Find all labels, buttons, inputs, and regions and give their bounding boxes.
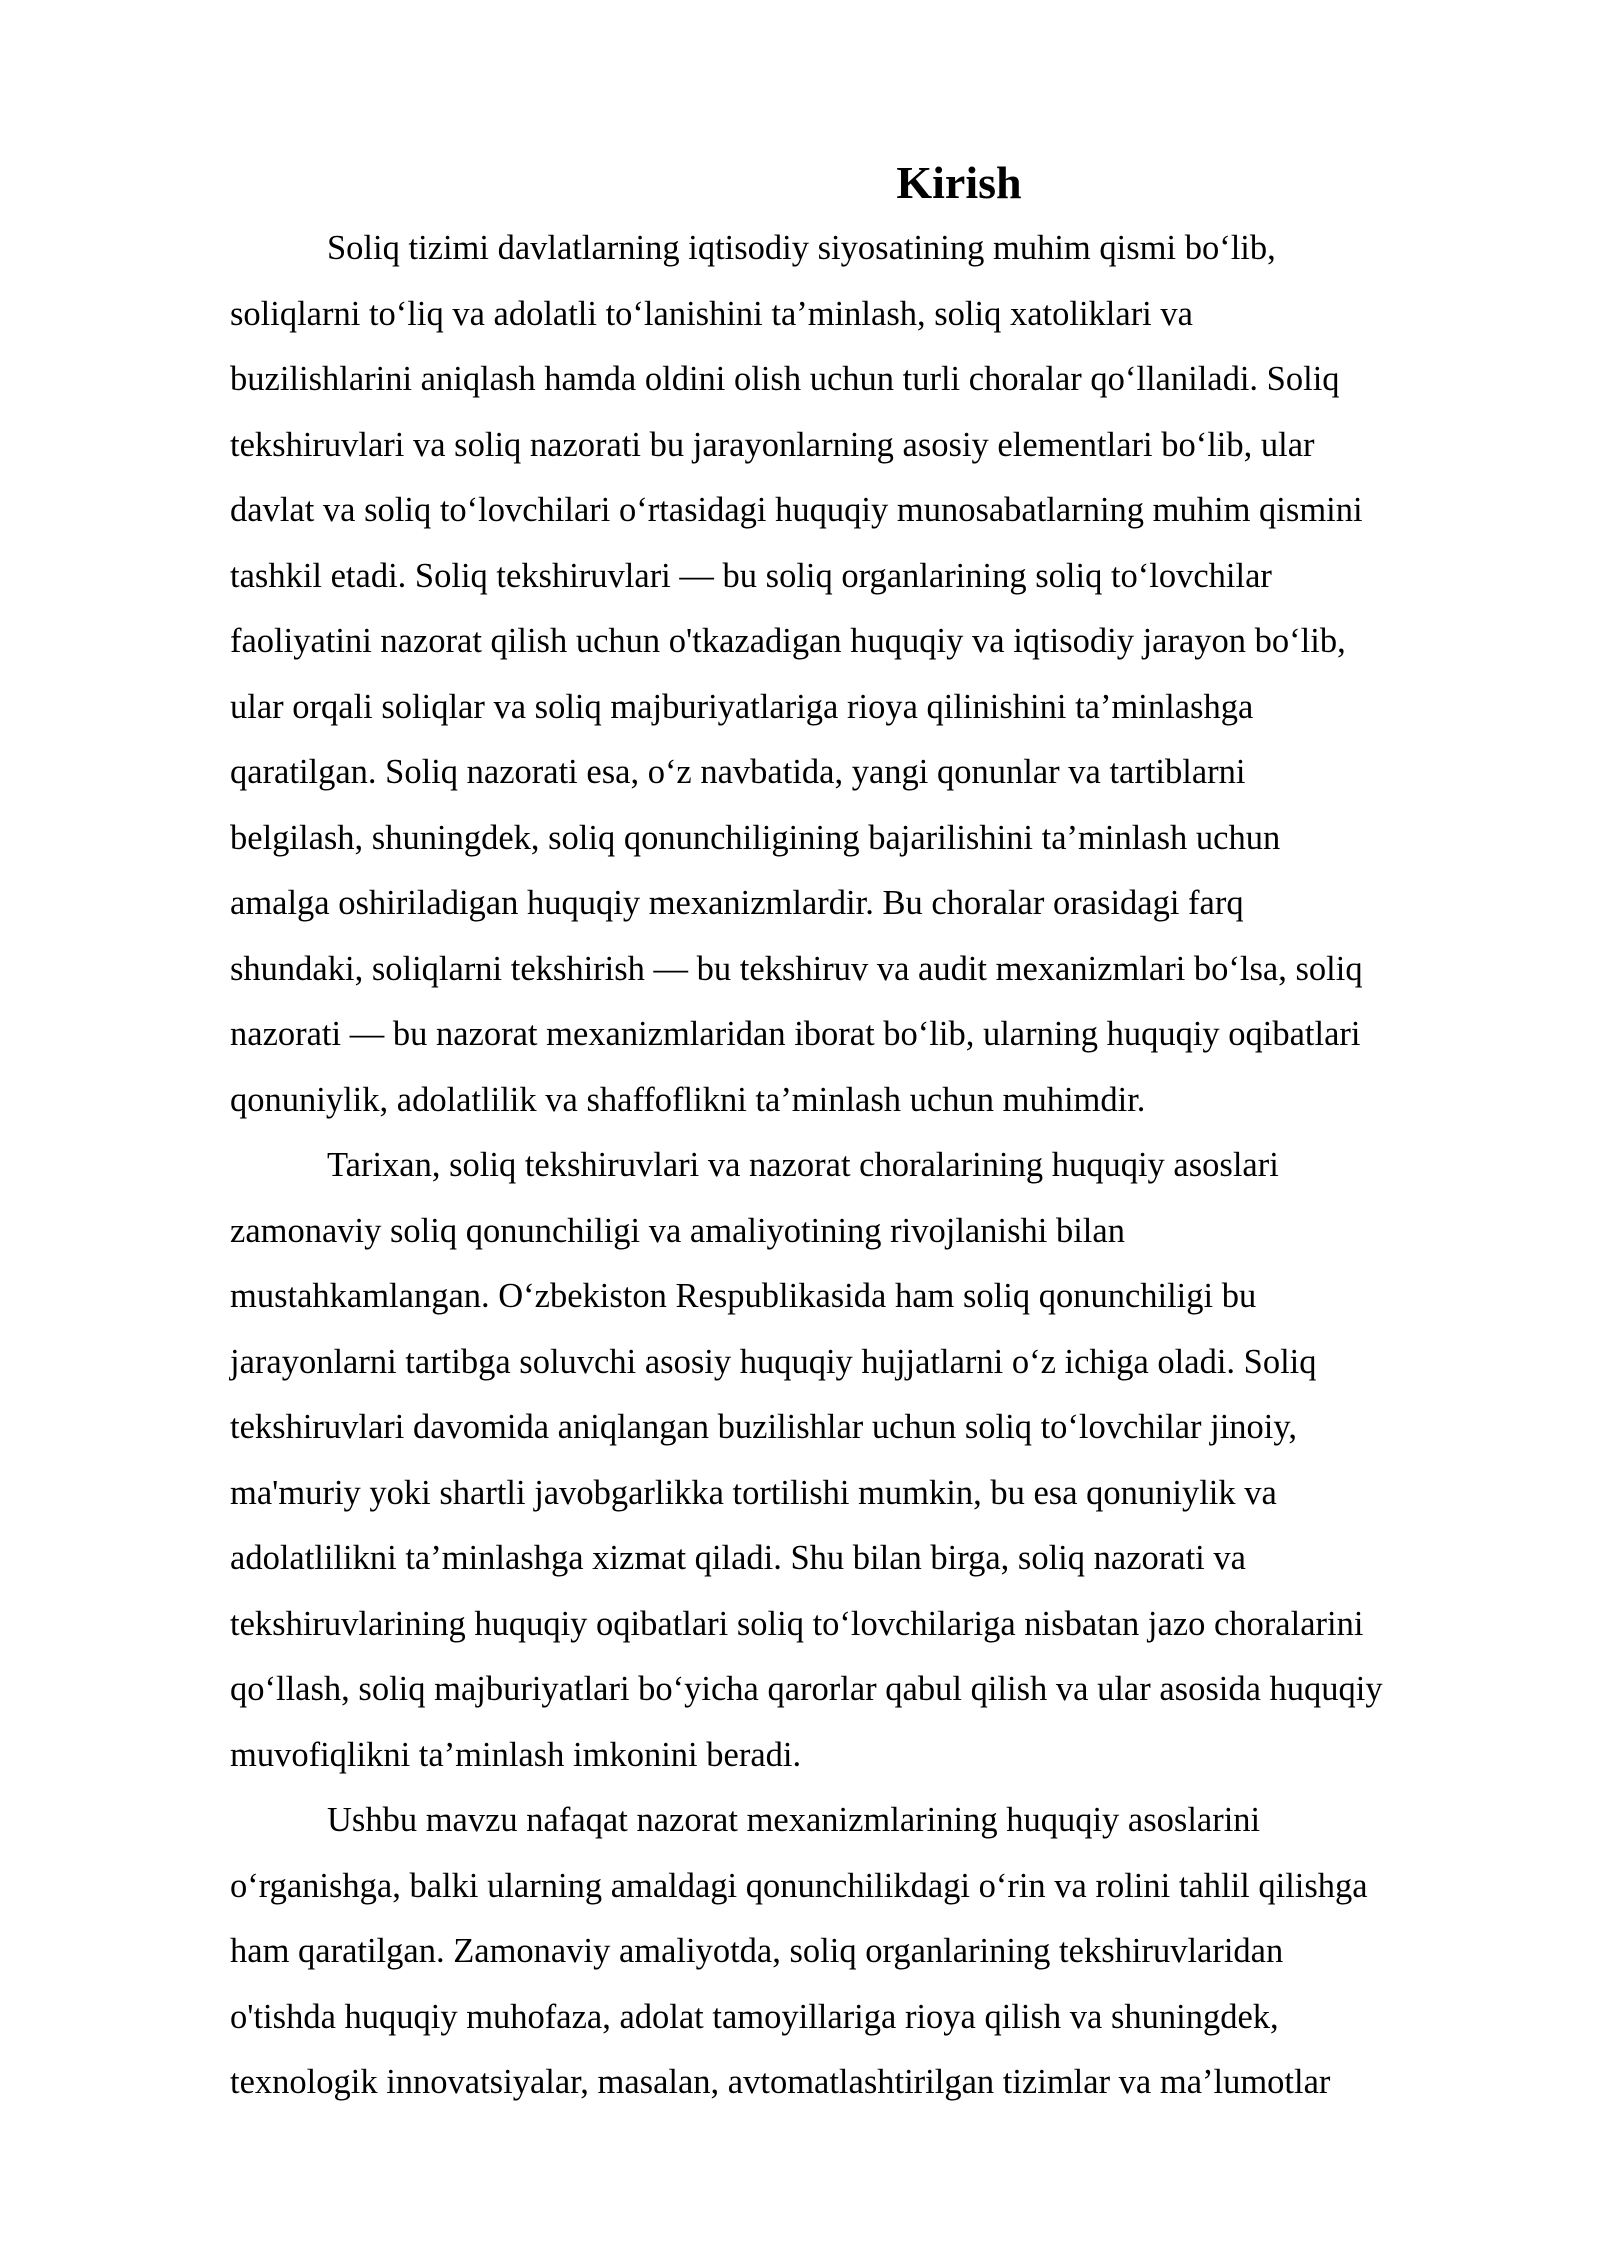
document-body [230, 150, 1498, 2116]
paragraph-3 [230, 1788, 1498, 2116]
text-line: ma'muriy yoki shartli javobgarlikka tortilishi mumkin, bu esa qonuniylik va [230, 1473, 1277, 1512]
text-line: mustahkamlangan. O‘zbekiston Respublikasida ham soliq qonunchiligi bu [230, 1277, 1257, 1315]
text-line: tekshiruvlari va soliq nazorati bu jarayonlarning asosiy elementlari bo‘lib, ular [230, 425, 1315, 464]
text-line: shundaki, soliqlarni tekshirish — bu tekshiruv va audit mexanizmlari bo‘lsa, soliq [230, 949, 1363, 988]
text-line: zamonaviy soliq qonunchiligi va amaliyotining rivojlanishi bilan [230, 1211, 1125, 1250]
page-title: Kirish [896, 157, 1022, 208]
text-line: tekshiruvlarining huquqiy oqibatlari soliq to‘lovchilariga nisbatan jazo choralarini [230, 1604, 1364, 1643]
text-line: muvofiqlikni ta’minlash imkonini beradi. [230, 1735, 802, 1774]
text-line: Soliq tizimi davlatlarning iqtisodiy siyosatining muhim qismi bo‘lib, [327, 229, 1276, 267]
text-line: qaratilgan. Soliq nazorati esa, o‘z navbatida, yangi qonunlar va tartiblarni [230, 753, 1246, 791]
text-line: jarayonlarni tartibga soluvchi asosiy huquqiy hujjatlarni o‘z ichiga oladi. Soliq [230, 1342, 1317, 1381]
text-line: belgilash, shuningdek, soliq qonunchiligining bajarilishini ta’minlash uchun [230, 818, 1281, 857]
text-line: davlat va soliq to‘lovchilari o‘rtasidagi huquqiy munosabatlarning muhim qismini [230, 491, 1363, 529]
text-line: buzilishlarini aniqlash hamda oldini olish uchun turli choralar qo‘llaniladi. Soliq [230, 360, 1340, 398]
text-line: qonuniylik, adolatlilik va shaffoflikni ta’minlash uchun muhimdir. [230, 1080, 1146, 1119]
text-line: Ushbu mavzu nafaqat nazorat mexanizmlarining huquqiy asoslarini [327, 1801, 1261, 1839]
text-line: soliqlarni to‘liq va adolatli to‘lanishini ta’minlash, soliq xatoliklari va [230, 294, 1193, 333]
text-line: faoliyatini nazorat qilish uchun o'tkazadigan huquqiy va iqtisodiy jarayon bo‘lib, [230, 622, 1346, 660]
text-line: qo‘llash, soliq majburiyatlari bo‘yicha qarorlar qabul qilish va ular asosida huquqiy [230, 1670, 1383, 1708]
text-line: texnologik innovatsiyalar, masalan, avtomatlashtirilgan tizimlar va ma’lumotlar [230, 2063, 1331, 2101]
text-line: nazorati — bu nazorat mexanizmlaridan iborat bo‘lib, ularning huquqiy oqibatlari [230, 1015, 1361, 1053]
text-line: adolatlilikni ta’minlashga xizmat qiladi. Shu bilan birga, soliq nazorati va [230, 1539, 1246, 1577]
text-line: tekshiruvlari davomida aniqlangan buzilishlar uchun soliq to‘lovchilar jinoiy, [230, 1408, 1298, 1446]
text-line: o'tishda huquqiy muhofaza, adolat tamoyillariga rioya qilish va shuningdek, [230, 1997, 1279, 2036]
text-line: o‘rganishga, balki ularning amaldagi qonunchilikdagi o‘rin va rolini tahlil qilishga [230, 1866, 1368, 1905]
text-line: ular orqali soliqlar va soliq majburiyatlariga rioya qilinishini ta’minlashga [230, 687, 1254, 726]
paragraph-2 [230, 1133, 1498, 1788]
text-line: ham qaratilgan. Zamonaviy amaliyotda, soliq organlarining tekshiruvlaridan [230, 1932, 1284, 1970]
text-line: amalga oshiriladigan huquqiy mexanizmlardir. Bu choralar orasidagi farq [230, 884, 1244, 922]
text-line: tashkil etadi. Soliq tekshiruvlari — bu soliq organlarining soliq to‘lovchilar [230, 556, 1272, 595]
text-line: Tarixan, soliq tekshiruvlari va nazorat choralarining huquqiy asoslari [327, 1146, 1279, 1184]
paragraph-1 [230, 216, 1498, 1133]
